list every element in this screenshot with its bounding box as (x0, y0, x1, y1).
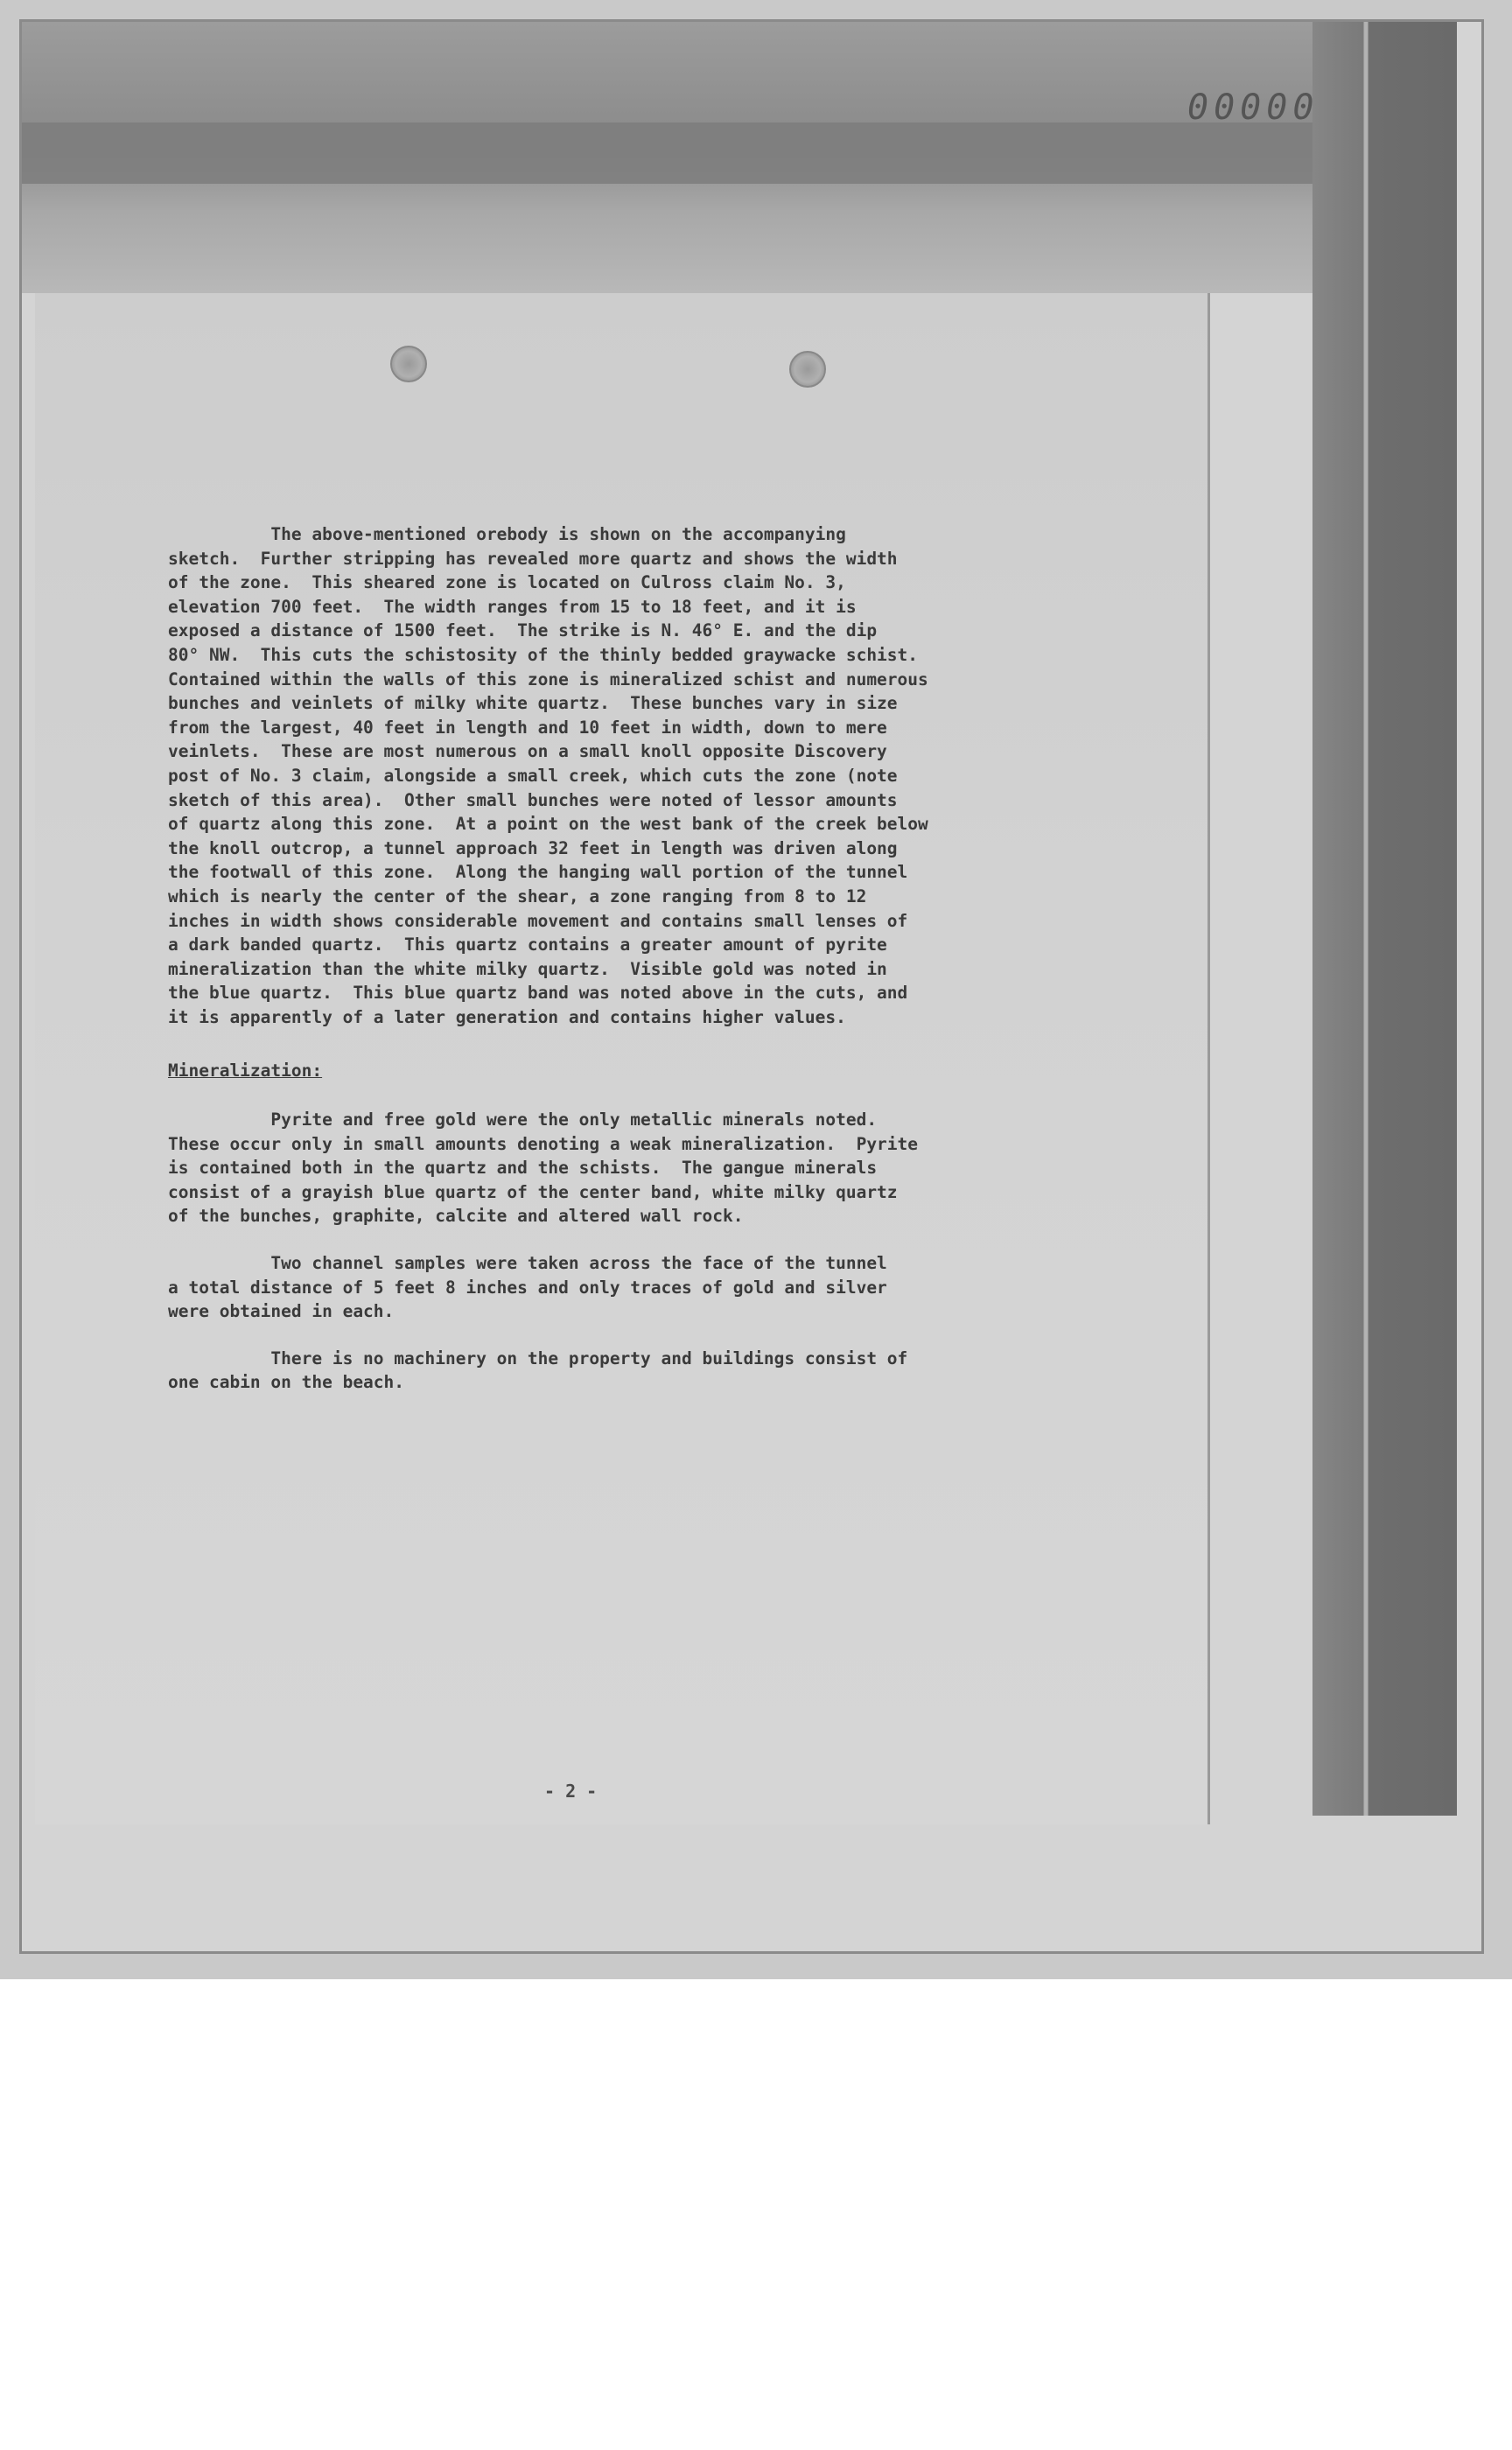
text-line: of the bunches, graphite, calcite and altered wall rock. (168, 1206, 744, 1227)
paragraph-machinery (168, 1347, 1130, 1395)
text-line: consist of a grayish blue quartz of the center band, white milky quartz (168, 1181, 898, 1202)
text-line: The above-mentioned orebody is shown on the accompanying (168, 524, 846, 544)
text-line: which is nearly the center of the shear, a zone ranging from 8 to 12 (168, 886, 867, 906)
text-line: exposed a distance of 1500 feet. The strike is N. 46° E. and the dip (168, 620, 878, 641)
punch-hole (789, 351, 826, 388)
text-line: the blue quartz. This blue quartz band was noted above in the cuts, and (168, 983, 908, 1004)
text-line: is contained both in the quartz and the schists. The gangue minerals (168, 1158, 878, 1179)
text-line: of the zone. This sheared zone is located on Culross claim No. 3, (168, 572, 846, 593)
text-line: mineralization than the white milky quartz. Visible gold was noted in (168, 958, 887, 979)
text-line: Pyrite and free gold were the only metallic minerals noted. (168, 1110, 878, 1130)
document-body (168, 522, 1130, 1395)
text-line: Two channel samples were taken across the face of the tunnel (168, 1253, 887, 1274)
text-line: 80° NW. This cuts the schistosity of the thinly bedded graywacke schist. (168, 644, 919, 665)
text-line: veinlets. These are most numerous on a small knoll opposite Discovery (168, 741, 887, 762)
text-line: the knoll outcrop, a tunnel approach 32 feet in length was driven along (168, 837, 898, 858)
text-line: a dark banded quartz. This quartz contains a greater amount of pyrite (168, 934, 887, 956)
text-line: bunches and veinlets of milky white quartz. These bunches vary in size (168, 693, 898, 714)
paragraph-samples (168, 1251, 1130, 1324)
text-line: post of No. 3 claim, alongside a small creek, which cuts the zone (note (168, 765, 898, 786)
text-line: inches in width shows considerable movement and contains small lenses of (168, 910, 908, 931)
section-heading: Mineralization: (168, 1060, 323, 1082)
text-line: a total distance of 5 feet 8 inches and only traces of gold and silver (168, 1277, 887, 1298)
stamp-number: 00000 (1187, 88, 1320, 128)
text-line: sketch of this area). Other small bunches were noted of lessor amounts (168, 789, 898, 810)
page-number: - 2 - (544, 1781, 598, 1802)
text-line: sketch. Further stripping has revealed more quartz and shows the width (168, 548, 898, 569)
folder-right-band (1312, 22, 1457, 1816)
text-line: it is apparently of a later generation and contains higher values. (168, 1006, 846, 1027)
punch-hole (390, 346, 427, 382)
paragraph-orebody (168, 522, 1130, 1029)
folder-top-strip (22, 122, 1317, 184)
text-line: were obtained in each. (168, 1301, 395, 1322)
text-line: These occur only in small amounts denoting a weak mineralization. Pyrite (168, 1133, 919, 1154)
text-line: from the largest, 40 feet in length and 10 feet in width, down to mere (168, 717, 887, 738)
paragraph-mineralization (168, 1108, 1130, 1228)
text-line: one cabin on the beach. (168, 1372, 405, 1393)
text-line: elevation 700 feet. The width ranges from 15 to 18 feet, and it is (168, 596, 857, 617)
text-line: of quartz along this zone. At a point on the west bank of the creek below (168, 814, 928, 835)
text-line: There is no machinery on the property and buildings consist of (168, 1348, 908, 1368)
text-line: Contained within the walls of this zone is mineralized schist and numerous (168, 668, 928, 690)
document-sheet (35, 293, 1210, 1824)
text-line: the footwall of this zone. Along the hanging wall portion of the tunnel (168, 862, 908, 883)
